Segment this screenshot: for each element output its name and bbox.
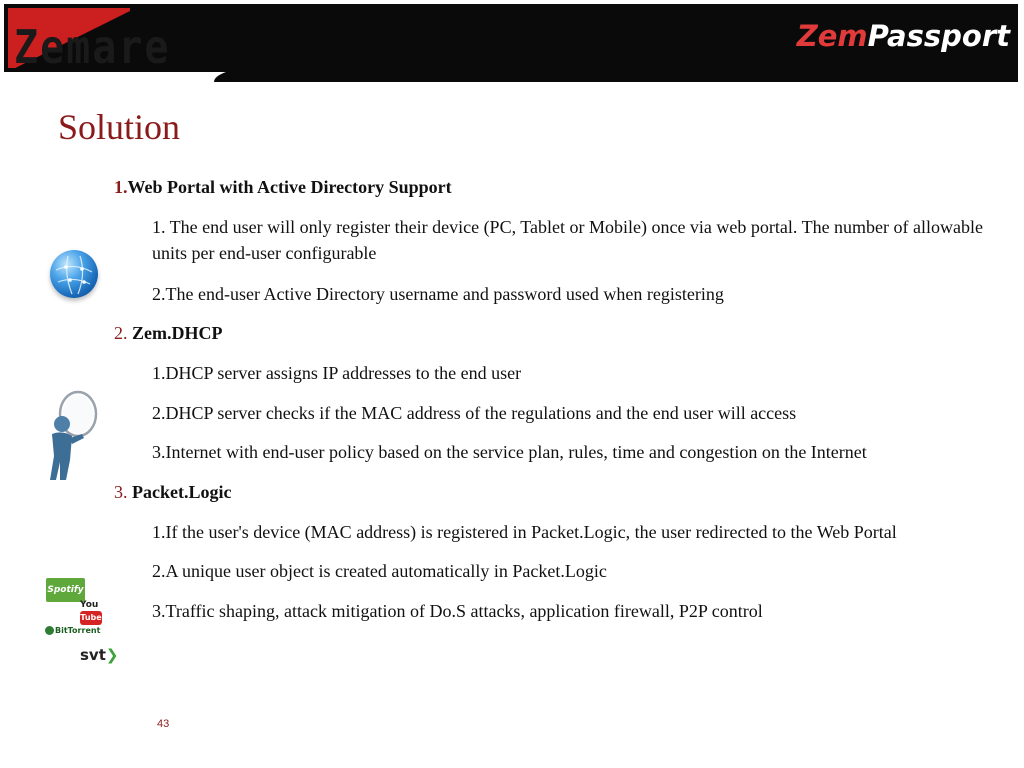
section-3-item-1: 1.If the user's device (MAC address) is registered in Packet.Logic, the user redirected to the Web Portal xyxy=(152,522,897,542)
section-title: Packet.Logic xyxy=(132,482,232,502)
zemare-logo xyxy=(14,16,171,80)
slide-header xyxy=(4,4,1018,84)
section-number: 3. xyxy=(114,482,128,502)
slide-title: Solution xyxy=(58,107,181,147)
page-number: 43 xyxy=(157,718,170,730)
bittorrent-logo xyxy=(45,626,100,635)
section-1-item-2: 2.The end-user Active Directory username and password used when registering xyxy=(152,284,724,304)
header-tail xyxy=(214,68,1018,82)
bittorrent-label: BitTorrent xyxy=(55,626,101,635)
bittorrent-icon xyxy=(45,626,54,635)
section-title: Web Portal with Active Directory Support xyxy=(127,177,452,197)
section-title: Zem.DHCP xyxy=(132,323,223,343)
section-1-item-1: 1. The end user will only register their device (PC, Tablet or Mobile) once via web portal. The number of allowable units per end-user configurable xyxy=(152,217,984,263)
section-3-item-2: 2.A unique user object is created automatically in Packet.Logic xyxy=(152,561,607,581)
globe-network-icon xyxy=(50,250,98,298)
zempassport-logo xyxy=(797,16,1010,56)
youtube-tube: Tube xyxy=(80,611,102,625)
zempassport-zem: Zem xyxy=(796,19,868,53)
section-2-item-2: 2.DHCP server checks if the MAC address of the regulations and the end user will access xyxy=(152,403,797,423)
svt-arrow-icon: ❯ xyxy=(105,646,119,664)
svt-label: svt xyxy=(80,646,106,664)
section-number: 1. xyxy=(114,177,128,197)
spotify-logo: Spotify xyxy=(46,578,85,602)
section-heading-2 xyxy=(114,320,222,346)
section-3-item-3: 3.Traffic shaping, attack mitigation of Do.S attacks, application firewall, P2P control xyxy=(152,601,763,621)
section-2-item-3: 3.Internet with end-user policy based on the service plan, rules, time and congestion on the Internet xyxy=(152,442,867,462)
person-magnifier-icon xyxy=(42,390,98,482)
section-heading-1 xyxy=(114,174,452,200)
section-number: 2. xyxy=(114,323,128,343)
zemare-logo-text: Zemare xyxy=(14,21,171,75)
youtube-logo xyxy=(80,600,104,626)
zempassport-passport: Passport xyxy=(867,19,1010,53)
youtube-you: You xyxy=(80,600,99,610)
section-heading-3 xyxy=(114,479,231,505)
svt-logo xyxy=(80,646,118,664)
section-2-item-1: 1.DHCP server assigns IP addresses to the end user xyxy=(152,363,522,383)
